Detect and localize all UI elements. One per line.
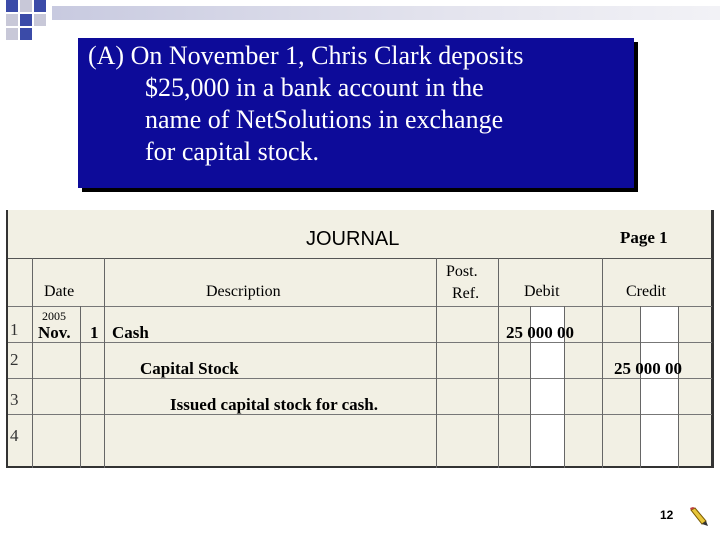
header-post-ref: Ref. xyxy=(452,285,480,302)
decor-square xyxy=(6,14,18,26)
row-number: 4 xyxy=(10,426,19,445)
col-divider xyxy=(498,258,499,468)
header-credit: Credit xyxy=(626,283,666,300)
callout-line: name of NetSolutions in exchange xyxy=(145,105,504,134)
col-divider xyxy=(80,306,81,468)
credit-amount: 25 000 00 xyxy=(614,359,682,378)
header-divider xyxy=(8,258,712,259)
header-post-ref: Post. xyxy=(446,263,478,280)
col-divider xyxy=(678,306,679,468)
credit-cents-cell xyxy=(640,306,678,468)
decor-square xyxy=(20,14,32,26)
entry-year: 2005 xyxy=(42,309,66,323)
entry-month: Nov. xyxy=(38,323,71,342)
callout-line: (A) On November 1, Chris Clark deposits xyxy=(88,41,524,70)
row-number: 3 xyxy=(10,390,19,409)
entry-explanation: Issued capital stock for cash. xyxy=(170,395,378,414)
decor-square xyxy=(34,14,46,26)
decor-square xyxy=(6,28,18,40)
decor-square xyxy=(34,0,46,12)
decor-square xyxy=(20,28,32,40)
callout-line: for capital stock. xyxy=(145,137,319,166)
journal-table xyxy=(6,210,714,468)
callout-line: $25,000 in a bank account in the xyxy=(145,73,484,102)
header-debit: Debit xyxy=(524,283,560,300)
row-divider xyxy=(8,378,712,379)
journal-title: JOURNAL xyxy=(306,228,400,250)
pencil-icon xyxy=(688,506,710,528)
row-number: 1 xyxy=(10,320,19,339)
journal-page: Page 1 xyxy=(620,228,668,247)
slide-page-number: 12 xyxy=(660,508,674,522)
row-divider xyxy=(8,306,712,307)
col-divider xyxy=(104,258,105,468)
table-bottom xyxy=(8,466,712,468)
col-divider xyxy=(32,258,33,468)
decor-square xyxy=(6,0,18,12)
debit-amount: 25 000 00 xyxy=(506,323,574,342)
row-number: 2 xyxy=(10,350,19,369)
debit-account: Cash xyxy=(112,323,149,342)
col-divider xyxy=(640,306,641,468)
header-description: Description xyxy=(206,283,281,300)
credit-account: Capital Stock xyxy=(140,359,239,378)
title-bar-gradient xyxy=(52,6,720,20)
decor-square xyxy=(20,0,32,12)
header-date: Date xyxy=(44,283,75,300)
transaction-callout xyxy=(78,38,634,188)
col-divider xyxy=(436,258,437,468)
entry-day: 1 xyxy=(90,323,99,342)
col-divider xyxy=(602,258,603,468)
